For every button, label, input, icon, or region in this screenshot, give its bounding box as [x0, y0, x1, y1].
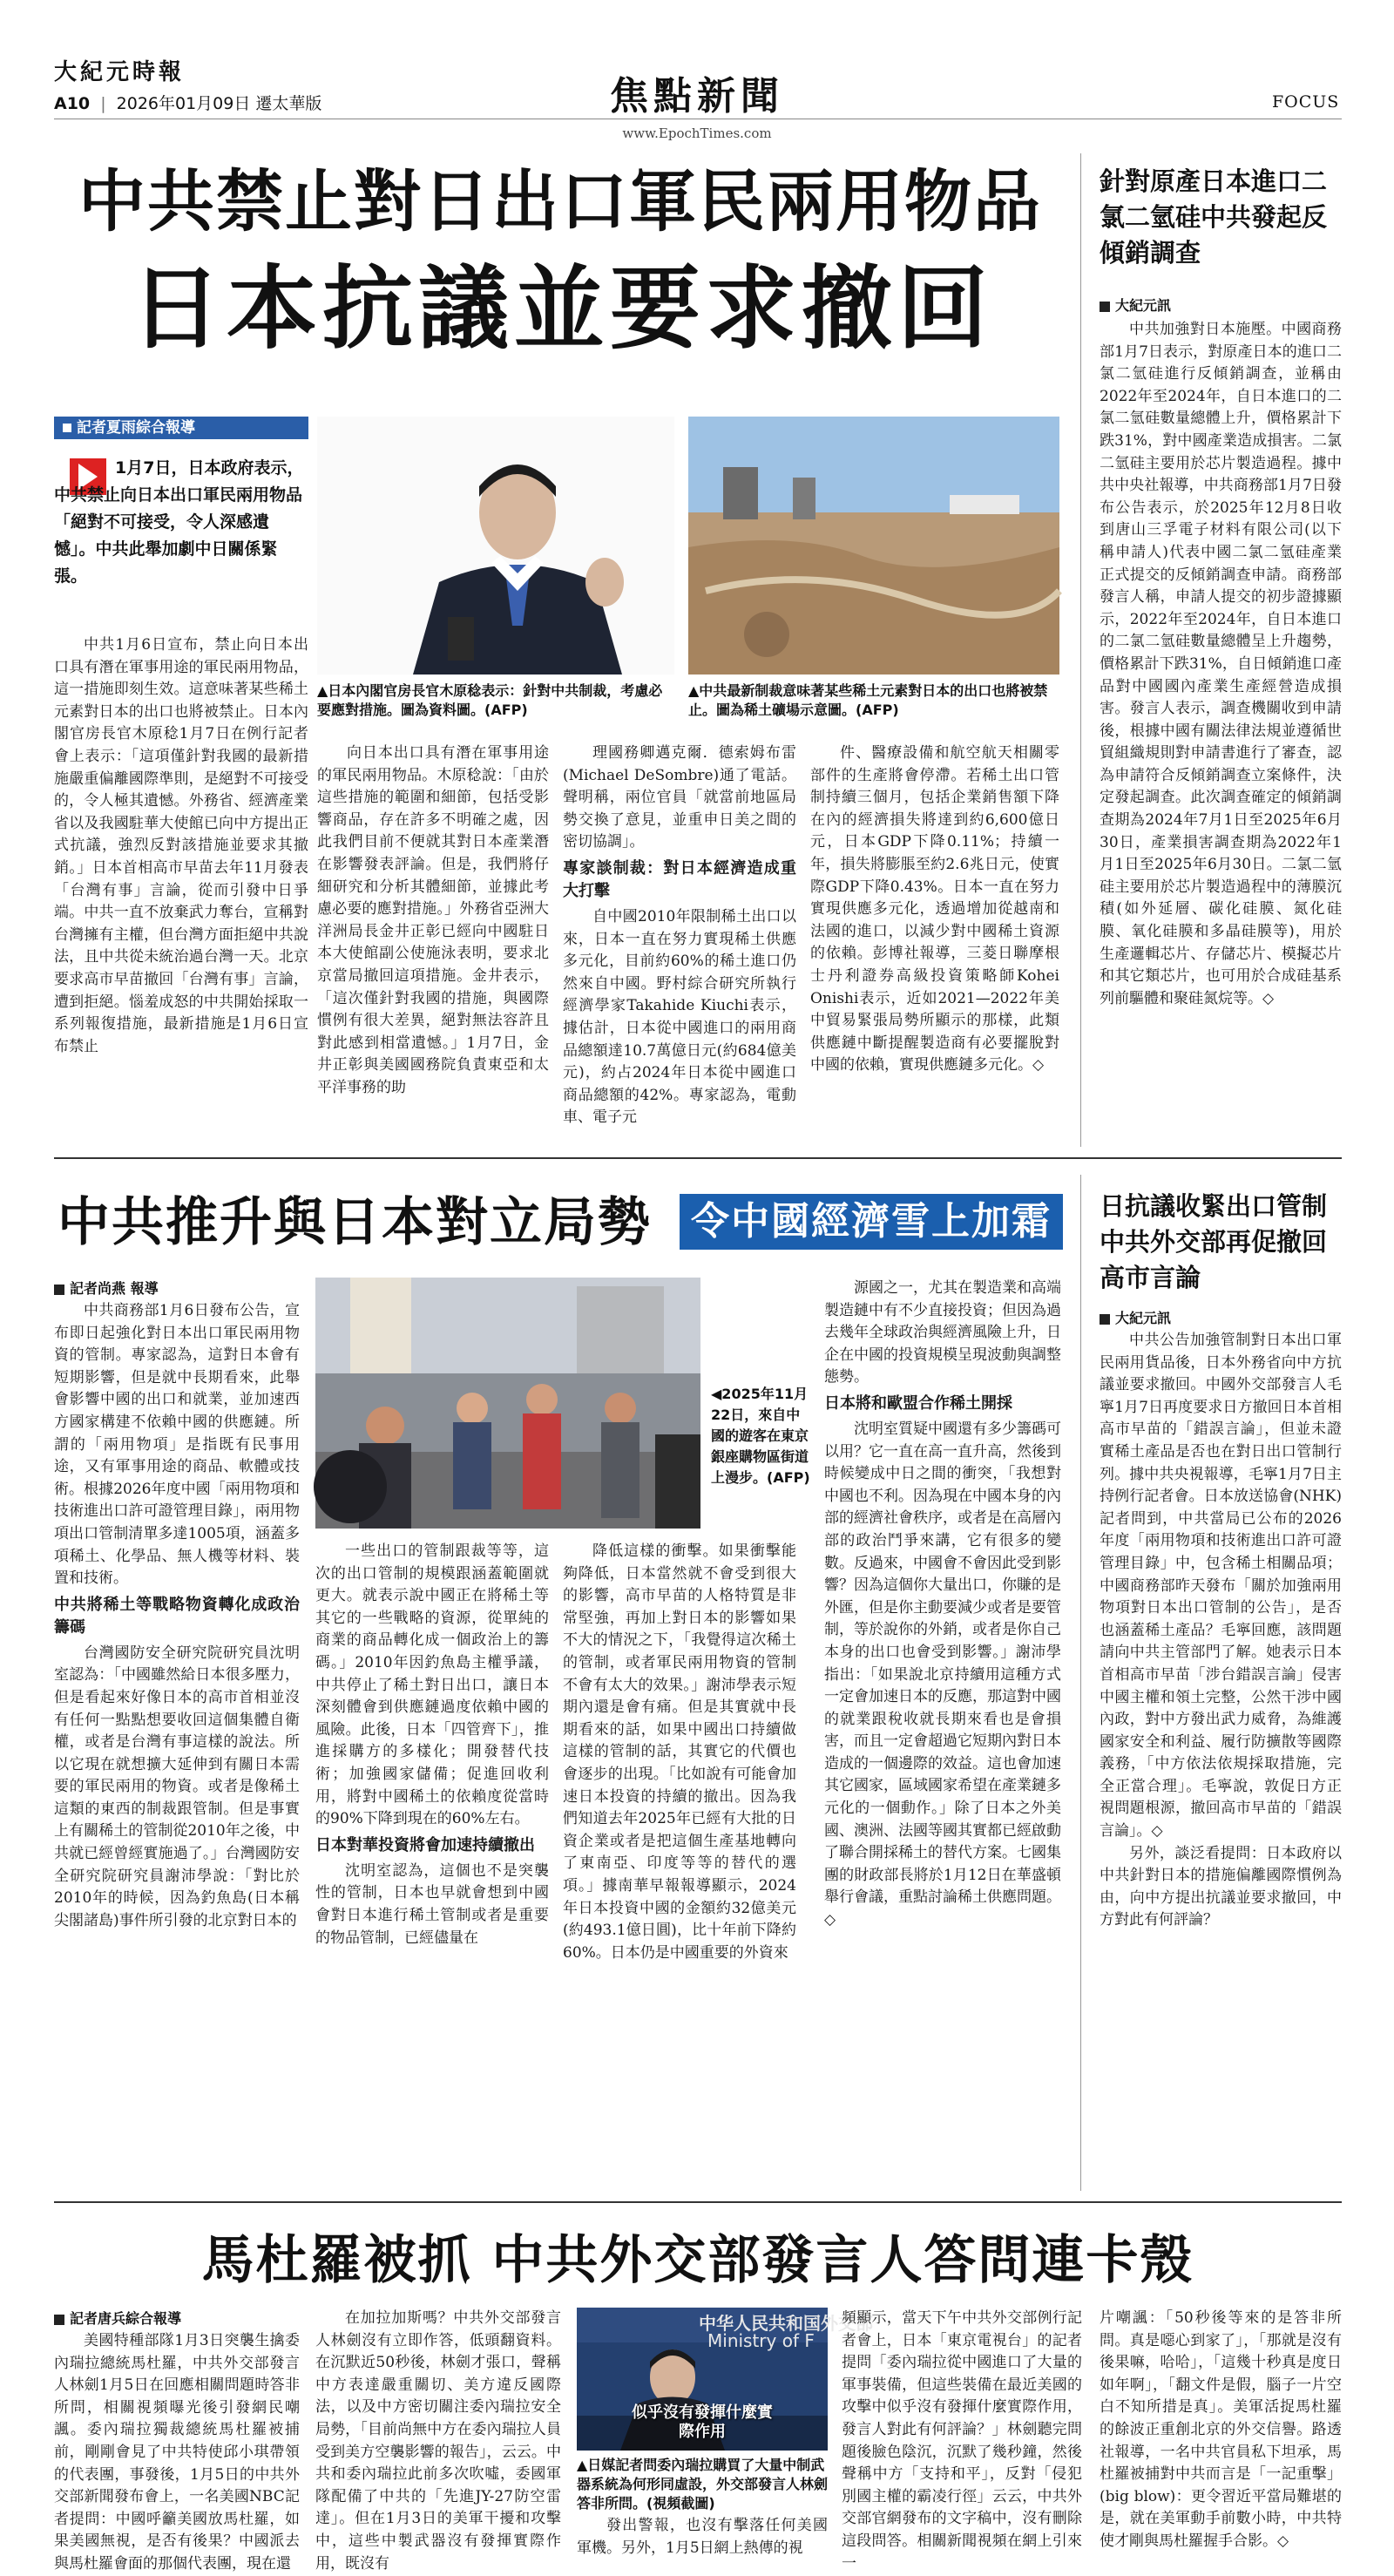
article2-photo-caption: ◀2025年11月22日，來自中國的遊客在東京銀座購物區街道上漫步。(AFP) — [711, 1386, 810, 1486]
paragraph: 沈明室質疑中國還有多少籌碼可以用？它一直在高一直升高，然後到時候變成中日之間的衝突，「我想對中國也不利。因為現在中國本身的內部的經濟社會秩序，或者是在高層內部的政治鬥爭來講，它有很多的變數。反過來，中國會不會因此受到影響？因為這個你大量出口，你賺的是外匯，但是你主動要減少或者是要管制，等於說你的外銷，或者是你自己本身的出口也會受到影響。」謝沛學指出：「如果說北京持續用這種方式一定會加速日本的反應，那這對中國的就業跟稅收就長期來看也是會損害，而且一定會超過它短期內對日本造成的一個邊際的效益。這也會加速其它國家，區域國家希望在產業鏈多元化的一個動作。」除了日本之外美國、澳洲、法國等國其實都已經啟動了聯合開採稀土的替代方案。七國集團的財政部長將於1月12日在華盛頓舉行會議，重點討論稀土供應問題。◇ — [824, 1420, 1061, 1929]
paragraph: 中共1月6日宣布，禁止向日本出口具有潛在軍事用途的軍民兩用物品，這一措施即刻生效。這意味著某些稀土元素對日本的出口也將被禁止。日本內閣官房長官木原稔1月7日在例行記者會上表示：「這項僅針對我國的最新措施嚴重偏離國際準則，是絕對不可接受的，令人極其遺憾。外務省、經濟產業省以及我國駐華大使館已向中方提出正式抗議，強烈反對該措施並要求其撤銷。」日本首相高市早苗去年11月發表「台灣有事」言論，從而引發中日爭端。中共一直不放棄武力奪台，宣稱對台灣擁有主權，但台灣方面拒絕中共說法，且中共從未統治過台灣一天。北京要求高市早苗撤回「台灣有事」言論，遭到拒絕。惱羞成怒的中共開始採取一系列報復措施，最新措施是1月6日宣布禁止 — [54, 636, 308, 1055]
article1-lead: 1月7日，日本政府表示，中共禁止向日本出口軍民兩用物品「絕對不可接受，令人深感遺憾」。中共此舉加劇中日關係緊張。 — [54, 458, 304, 586]
bullet-icon — [1100, 302, 1110, 312]
bullet-icon — [54, 1285, 64, 1295]
article3-headline: 馬杜羅被抓 中共外交部發言人答問連卡殼 — [201, 2230, 1194, 2291]
article2-headline: 中共推升與日本對立局勢 — [58, 1192, 652, 1253]
article1-byline — [54, 417, 308, 439]
photo-subtitle: 似乎沒有發揮什麼實際作用 — [632, 2403, 773, 2441]
paragraph: 向日本出口具有潛在軍事用途的軍民兩用物品。木原稔說：「由於這些措施的範圍和細節，包括受影響商品，存在許多不明確之處，因此我們目前不便就其對日本產業潛在影響發表評論。但是，我們將仔細研究和分析其體細節，並據此考慮必要的應對措施。」外務省亞洲大洋洲局長金井正彰已經向中國駐日本大使館副公使施泳表明，要求北京當局撤回這項措施。金井表示，「這次僅針對我國的措施，與國際慣例有很大差異，絕對無法容許且對此感到相當遺憾。」1月7日，金井正彰與美國國務院負責東亞和太平洋事務的助 — [317, 744, 549, 1096]
article2-col2 — [315, 1541, 549, 2189]
article1-col3 — [563, 742, 796, 1147]
article3-col1 — [54, 2330, 300, 2573]
photo-sign-cn: 中华人民共和国外交部 — [699, 2313, 873, 2334]
subhead: 中共將稀土等戰略物資轉化成政治籌碼 — [54, 1595, 300, 1637]
photo-official — [317, 417, 674, 675]
paragraph: 中共公告加強管制對日本出口軍民兩用貨品後，日本外務省向中方抗議並要求撤回。中國外交部發言人毛寧1月7日再度要求日方撤回日本首相高市早苗的「錯誤言論」，但並未證實稀土產品是否也在對日出口管制行列。據中共央視報導，毛寧1月7日主持例行記者會。日本放送協會(NHK)記者問到，中共當局已公布的2026年度「兩用物項和技術進出口許可證管理目錄」中，包含稀土相關品項；中國商務部昨天發布「關於加強兩用物項對日本出口管制的公告」，是否也涵蓋稀土產品？毛寧回應，該問題請向中共主管部門了解。她表示日本首相高市早苗「涉台錯誤言論」侵害中國主權和領土完整，公然干涉中國內政，對中方發出武力威脅，為維護國家安全和利益、履行防擴散等國際義務，「中方依法依規採取措施，完全正當合理」。毛寧說，敦促日方正視問題根源，撤回高市早苗的「錯誤言論」。◇ — [1100, 1332, 1342, 1840]
paragraph: 中共加強對日本施壓。中國商務部1月7日表示，對原產日本的進口二氯二氫硅進行反傾銷調查，並稱由2022年至2024年，自日本進口的二氯二氫硅數量總體上升，價格累計下跌31%，對中國產業造成損害。二氯二氫硅主要用於芯片製造過程。據中共中央社報導，中共商務部1月7日發布公告表示，於2025年12月8日收到唐山三孚電子材料有限公司(以下稱申請人)代表中國二氯二氫硅產業正式提交的反傾銷調查申請。商務部發言人稱，申請人提交的初步證據顯示，2022年至2024年，自日本進口的二氯二氫硅數量總體呈上升趨勢，價格累計下跌31%，自日傾銷進口產品對中國國內產業生產經營造成損害。發言人表示，調查機關收到申請後，根據中國有關法律法規並遵循世貿組織規則對申請書進行了審查，認為申請符合反傾銷調查立案條件，決定發起調查。此次調查確定的傾銷調查期為2024年7月1日至2025年6月30日，產業損害調查期為2022年1月1日至2025年6月30日。二氯二氫硅主要用於芯片製造過程中的薄膜沉積(如外延層、碳化硅膜、氮化硅膜、氧化硅膜和多晶硅膜等)，用於生產邏輯芯片、存儲芯片、模擬芯片和其它類芯片，也可用於合成硅基系列前驅體和聚硅氮烷等。◇ — [1100, 321, 1342, 1007]
section-title: 焦點新聞 — [610, 74, 784, 119]
paragraph: 片嘲諷：「50秒後等來的是答非所問。真是噁心到家了」，「那就是沒有後果嘛，哈哈」，「這幾十秒真是度日如年啊」，「翻文件是假，腦子一片空白不知所措是真」。美軍活捉馬杜羅的餘波正重創北京的外交信譽。路透社報導，一名中共官員私下坦承，馬杜羅被捕對中共而言是「一記重擊」(big blow)：更令習近平當局難堪的是，就在美軍動手前數小時，中共特使才剛與馬杜羅握手合影。◇ — [1100, 2309, 1342, 2550]
article1-headline1: 中共禁止對日出口軍民兩用物品 — [78, 164, 1042, 241]
photo-spokesman — [577, 2308, 873, 2451]
article3-byline — [54, 2308, 181, 2328]
article3-col4 — [842, 2308, 1082, 2573]
paragraph: 件、醫療設備和航空航天相關零部件的生產將會停滯。若稀土出口管制持續三個月，包括企業銷售額下降在內的經濟損失將達到約6,600億日元，日本GDP下降0.11%；持續一年，損失將膨脹至約2.6兆日元，使實際GDP下降0.43%。日本一直在努力實現供應多元化，透過增加從越南和法國的進口，以減少對中國稀土資源的依賴。彭博社報導，三菱日聯摩根士丹利證券高級投資策略師Kohei Onishi表示，近如2021—2022年美中貿易緊張局勢所顯示的那樣，此類供應鏈中斷提醒製造商有必要擺脫對中國的依賴，實現供應鏈多元化。◇ — [810, 744, 1059, 1074]
article2-byline — [54, 1278, 159, 1298]
article1-col1 — [54, 634, 308, 1147]
paragraph: 自中國2010年限制稀土出口以來，日本一直在努力實現稀土供應多元化，目前約60%的稀土進口仍然來自中國。野村綜合研究所執行經濟學家Takahide Kiuchi表示，據估計，日本從中國進口的兩用商品總額達10.7萬億日元(約684億美元)，約占2024年日本從中國進口商品總額的42%。專家認為，電動車、電子元 — [563, 907, 796, 1127]
paragraph: 一些出口的管制跟裁等等，這次的出口管制的規模跟涵蓋範圍就更大。就表示說中國正在將稀土等其它的一些戰略的資源，從單純的商業的商品轉化成一個政治上的籌碼。」2010年因釣魚島主權爭議，中共停止了稀土對日出口，讓日本深刻體會到供應鏈過度依賴中國的風險。此後，日本「四管齊下」，推進採購方的多樣化；開發替代技術；加強國家儲備；促進回收利用，將對中國稀土的依賴度從當時的90%下降到現在的60%左右。 — [315, 1542, 549, 1828]
paragraph: 另外，談泛看提問：日本政府以中共針對日本的措施偏離國際慣例為由，向中方提出抗議並要求撤回，中方對此有何評論？ — [1100, 1844, 1342, 1929]
sidebar1-headline: 針對原產日本進口二氯二氫硅中共發起反傾銷調查 — [1100, 166, 1328, 268]
paragraph: 美國特種部隊1月3日突襲生擒委內瑞拉總統馬杜羅，中共外交部發言人林劍1月5日在回應相關問題時答非所問，相關視頻曝光後引發網民嘲諷。委內瑞拉獨裁總統馬杜羅被捕前，剛剛會見了中共特使邱小琪帶領的代表團，事發後，1月5日的中共外交部新聞發布會上，一名美國NBC記者提問：中國呼籲美國放馬杜羅，如果美國無視，是否有後果？中國派去與馬杜羅會面的那個代表團，現在還 — [54, 2332, 300, 2573]
page-number: A10 — [54, 94, 91, 113]
article1-lead-box — [54, 446, 308, 624]
issue-date: 2026年01月09日 遷太華版 — [116, 94, 322, 113]
photo1-caption: ▲日本內閣官房長官木原稔表示：針對中共制裁，考慮必要應對措施。圖為資料圖。(AFP) — [317, 682, 663, 718]
page-info: A10 | 2026年01月09日 遷太華版 — [54, 94, 322, 113]
paragraph: 台灣國防安全研究院研究員沈明室認為：「中國雖然給日本很多壓力，但是看起來好像日本的高市首相並沒有任何一點點想要收回這個集體自衛權，或者是台灣有事這樣的說法。所以它現在就想擴大延伸到有關日本需要的軍民兩用的物資。或者是像稀土這類的東西的制裁跟管制。但是事實上有關稀土的管制從2010年之後，中共就已經曾經實施過了。」台灣國防安全研究院研究員謝沛學說：「對比於2010年的時候，因為釣魚島(日本稱尖閣諸島)事件所引發的北京對日本的 — [54, 1644, 300, 1929]
byline-text: 記者唐兵綜合報導 — [70, 2310, 182, 2327]
photo-sign-en: Ministry of F — [707, 2330, 815, 2351]
article3-col5 — [1100, 2308, 1342, 2550]
column-divider — [1080, 153, 1081, 1147]
photo2-caption: ▲中共最新制裁意味著某些稀土元素對日本的出口也將被禁止。圖為稀土礦場示意圖。(AFP) — [688, 682, 1048, 718]
article3-col3 — [577, 2515, 828, 2557]
article2-col3 — [563, 1541, 796, 2189]
masthead-logo: 大紀元時報 — [54, 59, 186, 85]
paragraph: 降低這樣的衝擊。如果衝擊能夠降低，日本當然就不會受到很大的影響，高市早苗的人格特質是非常堅強，再加上對日本的影響如果不大的情況之下，「我覺得這次稀土的管制，或者軍民兩用物資的管制不會有太大的效果。」謝沛學表示短期內還是會有痛。但是其實就中長期看來的話，如果中國出口持續做這樣的管制的話，其實它的代價也會逐步的出現。「比如說有可能會加速日本投資的持續的撤出。因為我們知道去年2025年已經有大批的日資企業或者是把這個生產基地轉向了東南亞、印度等等的替代的選項。」據南華早報報導顯示，2024年日本投資中國的金額約32億美元(約493.1億日圓)，比十年前下降約60%。日本仍是中國重要的外資來 — [563, 1542, 796, 1962]
article2-col1 — [54, 1300, 300, 2189]
article2-col4 — [824, 1278, 1061, 2189]
subhead: 專家談制裁：對日本經濟造成重大打擊 — [563, 858, 796, 900]
byline-text: 大紀元訊 — [1115, 1310, 1172, 1326]
subhead: 日本對華投資將會加速持續撤出 — [315, 1835, 535, 1854]
sidebar1-body — [1100, 319, 1342, 1147]
section-en: FOCUS — [1272, 92, 1340, 112]
article3-col2 — [315, 2308, 561, 2573]
byline-text: 記者尚燕 報導 — [70, 1280, 159, 1297]
website: www.EpochTimes.com — [622, 125, 772, 141]
article3-photo-caption: ▲日媒記者問委內瑞拉購買了大量中制武器系統為何形同虛設，外交部發言人林劍答非所問。(視頻截圖) — [577, 2457, 829, 2512]
paragraph: 在加拉加斯嗎？中共外交部發言人林劍沒有立即作答，低頭翻資料。在沉默近50秒後，林劍才張口，聲稱中方表達嚴重關切、美方違反國際法，以及中方密切關注委內瑞拉安全局勢，「目前尚無中方在委內瑞拉人員受到美方空襲影響的報告」，云云。中共和委內瑞拉此前多次吹噓，委國軍隊配備了中共的「先進JY-27防空雷達」。但在1月3日的美軍干擾和攻擊中，這些中製武器沒有發揮實際作用，既沒有 — [315, 2309, 561, 2573]
paragraph: 源國之一，尤其在製造業和高端製造鏈中有不少直接投資；但因為過去幾年全球政治與經濟風險上升，日企在中國的投資規模呈現波動與調整態勢。 — [824, 1279, 1061, 1386]
section-rule — [54, 1157, 1342, 1159]
paragraph: 中共商務部1月6日發布公告，宣布即日起強化對日本出口軍民兩用物資的管制。專家認為，這對日本會有短期影響，但是就中長期看來，此舉會影響中國的出口和就業，並加速西方國家構建不依賴中國的供應鏈。所謂的「兩用物項」是指既有民事用途，又有軍事用途的商品、軟體或技術。根據2026年度中國「兩用物項和技術進出口許可證管理目錄」，兩用物項出口管制清單多達1005項，涵蓋多項稀土、化學品、無人機等材料、裝置和技術。 — [54, 1302, 300, 1588]
sidebar1-byline — [1100, 295, 1171, 315]
section-rule — [54, 2201, 1342, 2203]
byline-text: 大紀元訊 — [1115, 297, 1172, 314]
paragraph: 頻顯示，當天下午中共外交部例行記者會上，日本「東京電視台」的記者提問「委內瑞拉從中國進口了大量的軍事裝備，但這些裝備在最近美國的攻擊中似乎沒有發揮什麼實際作用，發言人對此有何評論？」林劍聽完問題後臉色陰沉，沉默了幾秒鐘，然後聲稱中方「支持和平」，反對「侵犯別國主權的霸凌行徑」云云，中共外交部官網發布的文字稿中，沒有刪除這段問答。相關新聞視頻在網上引來一 — [842, 2309, 1082, 2573]
photo-mine — [688, 417, 1059, 675]
column-divider — [1080, 1175, 1081, 2191]
paragraph: 理國務卿邁克爾．德索姆布雷(Michael DeSombre)通了電話。聲明稱，兩位官員「就當前地區局勢交換了意見，並重申日美之間的密切協調」。 — [563, 744, 796, 851]
bullet-icon — [54, 2315, 64, 2325]
article1-headline2: 日本抗議並要求撤回 — [131, 254, 994, 362]
byline-text: 記者夏雨綜合報導 — [77, 419, 195, 437]
paragraph: 沈明室認為，這個也不是突襲性的管制，日本也早就會想到中國會對日本進行稀土管制或者是重要的物品管制，已經儘量在 — [315, 1861, 549, 1947]
sidebar2-body — [1100, 1330, 1342, 2189]
article1-col4 — [810, 742, 1059, 1147]
bullet-icon — [1100, 1314, 1110, 1325]
photo-tourists — [315, 1278, 700, 1529]
article2-headline-box: 令中國經濟雪上加霜 — [680, 1194, 1063, 1250]
paragraph: 發出警報，也沒有擊落任何美國軍機。另外，1月5日網上熱傳的視 — [577, 2517, 828, 2557]
subhead: 日本將和歐盟合作稀土開採 — [824, 1393, 1012, 1413]
article1-col2 — [317, 742, 549, 1147]
sidebar2-headline: 日抗議收緊出口管制中共外交部再促撤回高市言論 — [1100, 1191, 1328, 1292]
sidebar2-byline — [1100, 1307, 1171, 1327]
